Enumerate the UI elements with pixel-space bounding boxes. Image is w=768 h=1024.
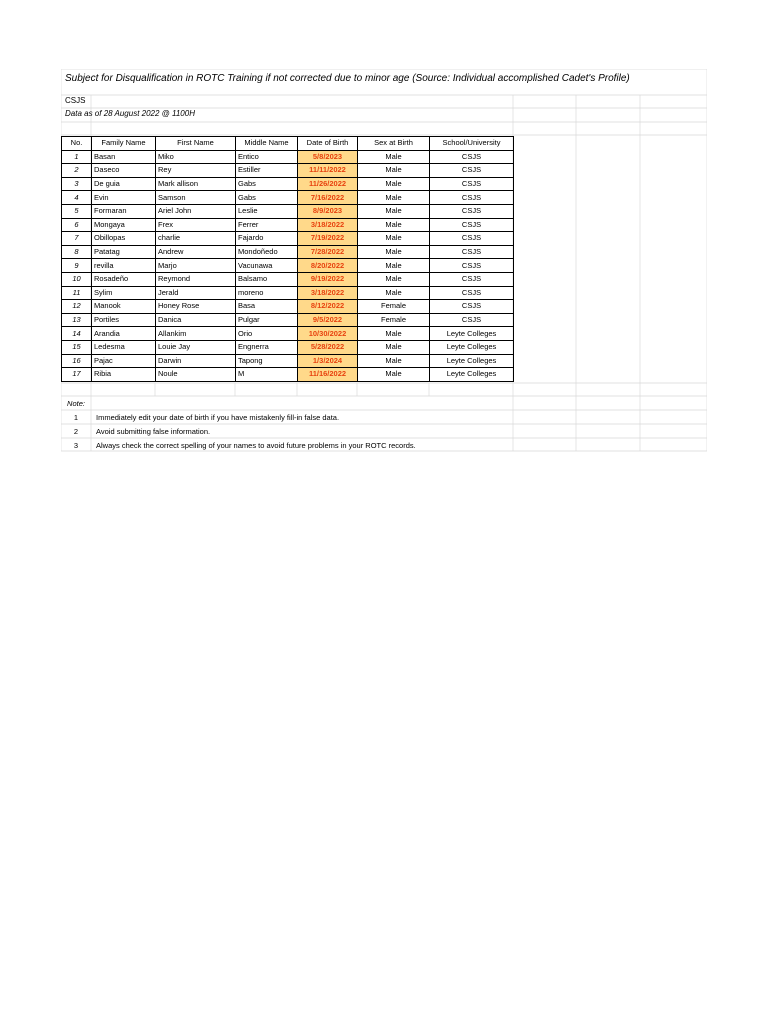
cell-middle-name: Entico <box>236 150 298 164</box>
cell-date-of-birth: 3/18/2022 <box>298 218 358 232</box>
cell-first-name: Rey <box>156 164 236 178</box>
header-first-name: First Name <box>156 137 236 151</box>
cell-first-name: charlie <box>156 232 236 246</box>
note-number: 1 <box>73 413 79 422</box>
cell-first-name: Reymond <box>156 272 236 286</box>
header-middle-name: Middle Name <box>236 137 298 151</box>
note-number: 3 <box>73 441 79 450</box>
notes-label-row <box>61 397 707 411</box>
cell-first-name: Ariel John <box>156 204 236 218</box>
cell-row-number: 6 <box>62 218 92 232</box>
cell-school: Leyte Colleges <box>430 354 514 368</box>
cell-family-name: Ribia <box>92 368 156 382</box>
cell-date-of-birth: 10/30/2022 <box>298 327 358 341</box>
cell-first-name: Frex <box>156 218 236 232</box>
cell-school: CSJS <box>430 191 514 205</box>
cell-sex-at-birth: Male <box>358 327 430 341</box>
cell-row-number: 17 <box>62 368 92 382</box>
cell-family-name: Obillopas <box>92 232 156 246</box>
header-sex-at-birth: Sex at Birth <box>358 137 430 151</box>
cell-sex-at-birth: Male <box>358 259 430 273</box>
table-row <box>62 150 514 164</box>
cell-row-number: 16 <box>62 354 92 368</box>
table-row <box>62 354 514 368</box>
header-school: School/University <box>430 137 514 151</box>
cell-date-of-birth: 11/16/2022 <box>298 368 358 382</box>
cell-middle-name: Vacunawa <box>236 259 298 273</box>
header-date-of-birth: Date of Birth <box>298 137 358 151</box>
cell-row-number: 3 <box>62 177 92 191</box>
note-number: 2 <box>73 427 79 436</box>
cell-first-name: Allankim <box>156 327 236 341</box>
cell-family-name: Evin <box>92 191 156 205</box>
table-row <box>62 191 514 205</box>
cell-family-name: Mongaya <box>92 218 156 232</box>
cell-sex-at-birth: Male <box>358 218 430 232</box>
cell-row-number: 13 <box>62 313 92 327</box>
cell-sex-at-birth: Male <box>358 150 430 164</box>
cell-family-name: Pajac <box>92 354 156 368</box>
cell-date-of-birth: 8/20/2022 <box>298 259 358 273</box>
cell-sex-at-birth: Male <box>358 164 430 178</box>
cell-first-name: Noule <box>156 368 236 382</box>
cell-school: Leyte Colleges <box>430 340 514 354</box>
cell-middle-name: Gabs <box>236 177 298 191</box>
table-row <box>62 340 514 354</box>
spreadsheet <box>61 69 707 452</box>
cell-school: CSJS <box>430 232 514 246</box>
cell-row-number: 14 <box>62 327 92 341</box>
table-row <box>62 164 514 178</box>
cell-middle-name: Estiller <box>236 164 298 178</box>
cell-row-number: 5 <box>62 204 92 218</box>
cell-sex-at-birth: Male <box>358 368 430 382</box>
table-row <box>62 272 514 286</box>
table-row <box>62 218 514 232</box>
cell-row-number: 10 <box>62 272 92 286</box>
cell-middle-name: M <box>236 368 298 382</box>
cell-school: CSJS <box>430 272 514 286</box>
cell-row-number: 15 <box>62 340 92 354</box>
cell-middle-name: Gabs <box>236 191 298 205</box>
table-row <box>62 177 514 191</box>
cell-first-name: Samson <box>156 191 236 205</box>
cell-sex-at-birth: Male <box>358 204 430 218</box>
cell-family-name: revilla <box>92 259 156 273</box>
cell-school: CSJS <box>430 259 514 273</box>
cell-family-name: Manook <box>92 300 156 314</box>
cell-row-number: 1 <box>62 150 92 164</box>
table-row <box>62 204 514 218</box>
cell-sex-at-birth: Female <box>358 313 430 327</box>
table-row <box>62 259 514 273</box>
cell-middle-name: moreno <box>236 286 298 300</box>
table-header-row <box>62 137 514 151</box>
table-row <box>62 300 514 314</box>
cell-first-name: Mark allison <box>156 177 236 191</box>
cell-row-number: 7 <box>62 232 92 246</box>
cell-family-name: De guia <box>92 177 156 191</box>
cell-middle-name: Balsamo <box>236 272 298 286</box>
cell-middle-name: Leslie <box>236 204 298 218</box>
cell-date-of-birth: 7/28/2022 <box>298 245 358 259</box>
cell-school: CSJS <box>430 150 514 164</box>
cell-school: CSJS <box>430 204 514 218</box>
cell-date-of-birth: 7/16/2022 <box>298 191 358 205</box>
cell-first-name: Danica <box>156 313 236 327</box>
notes-section <box>61 397 707 453</box>
notes-label: Note: <box>67 399 85 408</box>
cell-sex-at-birth: Male <box>358 354 430 368</box>
note-item <box>61 425 707 439</box>
cell-school: CSJS <box>430 300 514 314</box>
cell-sex-at-birth: Male <box>358 245 430 259</box>
table-row <box>62 245 514 259</box>
cell-first-name: Darwin <box>156 354 236 368</box>
cell-middle-name: Ferrer <box>236 218 298 232</box>
cell-row-number: 8 <box>62 245 92 259</box>
cell-school: CSJS <box>430 177 514 191</box>
cell-row-number: 11 <box>62 286 92 300</box>
cell-row-number: 9 <box>62 259 92 273</box>
cell-sex-at-birth: Male <box>358 191 430 205</box>
cell-row-number: 4 <box>62 191 92 205</box>
cell-family-name: Daseco <box>92 164 156 178</box>
cell-row-number: 2 <box>62 164 92 178</box>
cell-middle-name: Orio <box>236 327 298 341</box>
cell-family-name: Sylim <box>92 286 156 300</box>
cell-middle-name: Tapong <box>236 354 298 368</box>
cell-school: Leyte Colleges <box>430 327 514 341</box>
cell-sex-at-birth: Male <box>358 286 430 300</box>
cell-date-of-birth: 8/12/2022 <box>298 300 358 314</box>
cell-school: CSJS <box>430 164 514 178</box>
cell-date-of-birth: 1/3/2024 <box>298 354 358 368</box>
header-family-name: Family Name <box>92 137 156 151</box>
cell-sex-at-birth: Male <box>358 232 430 246</box>
cell-family-name: Formaran <box>92 204 156 218</box>
note-item <box>61 411 707 425</box>
cell-date-of-birth: 11/11/2022 <box>298 164 358 178</box>
cell-sex-at-birth: Male <box>358 340 430 354</box>
note-item <box>61 439 707 453</box>
cell-middle-name: Engnerra <box>236 340 298 354</box>
note-text: Immediately edit your date of birth if you have mistakenly fill-in false data. <box>96 413 340 422</box>
cell-first-name: Jerald <box>156 286 236 300</box>
cell-middle-name: Basa <box>236 300 298 314</box>
cell-sex-at-birth: Male <box>358 177 430 191</box>
cell-date-of-birth: 5/28/2022 <box>298 340 358 354</box>
cell-school: CSJS <box>430 286 514 300</box>
data-as-of: Data as of 28 August 2022 @ 1100H <box>65 109 195 118</box>
cell-first-name: Andrew <box>156 245 236 259</box>
cell-family-name: Rosadeño <box>92 272 156 286</box>
table-row <box>62 368 514 382</box>
cadet-table <box>61 136 514 382</box>
cell-family-name: Basan <box>92 150 156 164</box>
cell-middle-name: Mondoñedo <box>236 245 298 259</box>
cell-sex-at-birth: Male <box>358 272 430 286</box>
cell-school: CSJS <box>430 218 514 232</box>
cell-first-name: Honey Rose <box>156 300 236 314</box>
note-text: Always check the correct spelling of your names to avoid future problems in your ROTC records. <box>96 441 416 450</box>
cell-school: Leyte Colleges <box>430 368 514 382</box>
table-row <box>62 232 514 246</box>
table-row <box>62 327 514 341</box>
cell-date-of-birth: 11/26/2022 <box>298 177 358 191</box>
table-row <box>62 286 514 300</box>
cell-middle-name: Pulgar <box>236 313 298 327</box>
cell-row-number: 12 <box>62 300 92 314</box>
cell-date-of-birth: 7/19/2022 <box>298 232 358 246</box>
cell-family-name: Arandia <box>92 327 156 341</box>
cell-school: CSJS <box>430 313 514 327</box>
cell-school: CSJS <box>430 245 514 259</box>
cell-date-of-birth: 3/18/2022 <box>298 286 358 300</box>
header-no: No. <box>62 137 92 151</box>
school-code: CSJS <box>65 96 86 105</box>
cell-family-name: Patatag <box>92 245 156 259</box>
cell-middle-name: Fajardo <box>236 232 298 246</box>
cell-date-of-birth: 9/5/2022 <box>298 313 358 327</box>
cell-family-name: Portiles <box>92 313 156 327</box>
sheet-title: Subject for Disqualification in ROTC Training if not corrected due to minor age (Source: Individual accomplished Cadet's Profile) <box>65 73 630 84</box>
table-row <box>62 313 514 327</box>
cell-date-of-birth: 8/9/2023 <box>298 204 358 218</box>
cell-first-name: Marjo <box>156 259 236 273</box>
cell-first-name: Louie Jay <box>156 340 236 354</box>
note-text: Avoid submitting false information. <box>96 427 211 436</box>
cell-sex-at-birth: Female <box>358 300 430 314</box>
cell-first-name: Miko <box>156 150 236 164</box>
cell-date-of-birth: 9/19/2022 <box>298 272 358 286</box>
cell-date-of-birth: 5/8/2023 <box>298 150 358 164</box>
cell-family-name: Ledesma <box>92 340 156 354</box>
